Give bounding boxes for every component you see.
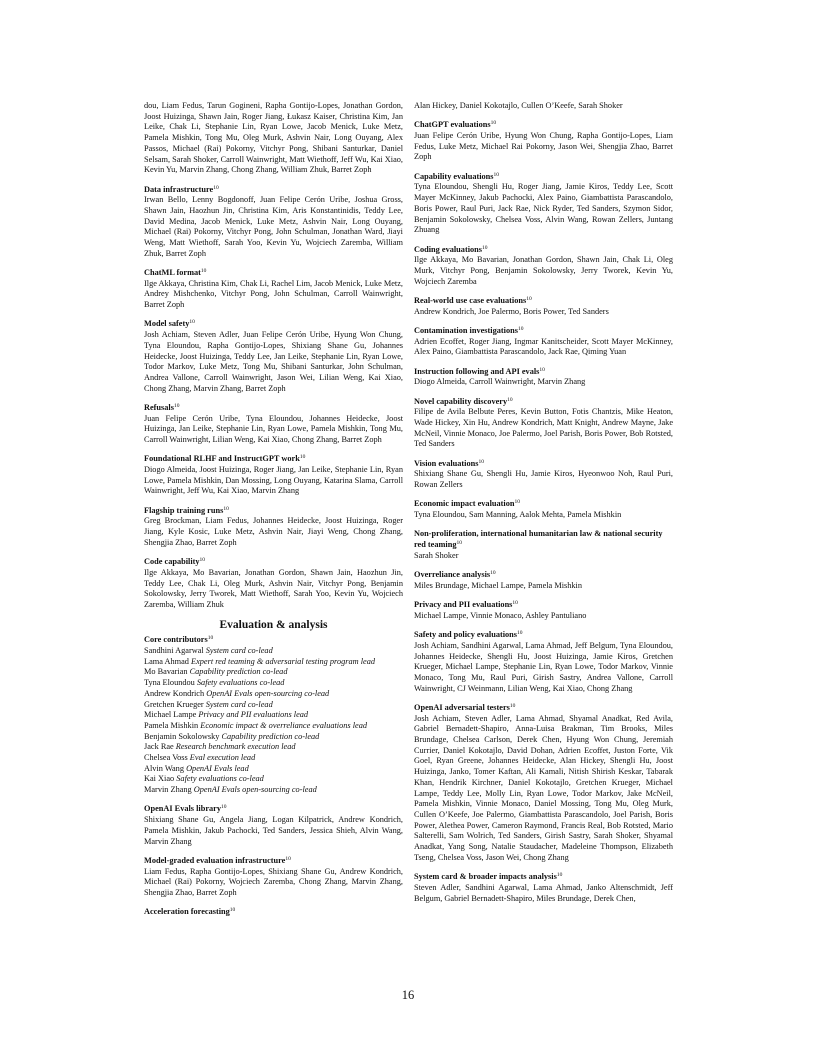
section-title-text: Privacy and PII evaluations xyxy=(414,600,513,610)
section-title xyxy=(414,872,673,883)
footnote-marker: 10 xyxy=(299,454,306,461)
section-title-text: ChatML format xyxy=(144,268,201,278)
section-names: Shixiang Shane Gu, Angela Jiang, Logan Kilpatrick, Andrew Kondrich, Pamela Mishkin, Jakub Pachocki, Ted Sanders, Jessica Shieh, Alvin Wang, Marvin Zhang xyxy=(144,815,403,846)
contributor-row xyxy=(144,657,403,668)
right-column xyxy=(414,101,673,913)
section-title-text: Novel capability discovery xyxy=(414,396,508,406)
section-title xyxy=(144,804,403,815)
section-names: Steven Adler, Sandhini Agarwal, Lama Ahmad, Janko Altenschmidt, Jeff Belgum, Gabriel Bernadett-Shapiro, Miles Brundage, Derek Chen, xyxy=(414,882,673,903)
contribution-section xyxy=(414,600,673,621)
contributor-role: OpenAI Evals open-sourcing co-lead xyxy=(206,688,330,698)
footnote-marker: 10 xyxy=(199,557,206,564)
section-title xyxy=(144,856,403,867)
section-names: Ilge Akkaya, Mo Bavarian, Jonathan Gordon, Shawn Jain, Chak Li, Oleg Murk, Vitchyr Pong, Benjamin Sokolowsky, Jerry Tworek, Kevin Yu, Wojciech Zaremba xyxy=(414,255,673,286)
section-names: Josh Achiam, Steven Adler, Juan Felipe Cerón Uribe, Hyung Won Chung, Tyna Eloundou, Rapha Gontijo-Lopes, Shixiang Shane Gu, Johannes Heidecke, Joost Huizinga, Teddy Lee, Jan Leike, Stephanie Lin, Ryan Lowe, Todor Markov, Luke Metz, Tong Mu, Shibani Santurkar, John Schulman, Andrea Vallone, Carroll Wainwright, Jason Wei, Lilian Weng, Kai Xiao, Chong Zhang, Marvin Zhang, Barret Zoph xyxy=(144,330,403,393)
contributor-row xyxy=(144,753,403,764)
left-sections-top xyxy=(144,185,403,611)
contributor-row xyxy=(144,646,403,657)
footnote-marker: 10 xyxy=(200,268,207,275)
left-sections-bottom xyxy=(144,804,403,918)
contribution-section xyxy=(144,403,403,446)
section-title-text: Acceleration forecasting xyxy=(144,907,230,917)
core-contributors-list xyxy=(144,646,403,796)
section-title-text: Coding evaluations xyxy=(414,244,483,254)
section-title-text: Vision evaluations xyxy=(414,458,479,468)
section-title-text: OpenAI Evals library xyxy=(144,804,221,814)
contributor-name: Kai Xiao xyxy=(144,774,175,784)
section-title xyxy=(144,319,403,330)
section-title-text: OpenAI adversarial testers xyxy=(414,702,510,712)
core-contributors-title-text: Core contributors xyxy=(144,635,208,645)
contributor-row xyxy=(144,700,403,711)
footnote-marker: 10 xyxy=(490,120,497,127)
section-title-text: System card & broader impacts analysis xyxy=(414,872,557,882)
right-sections xyxy=(414,120,673,904)
footnote-marker: 10 xyxy=(189,319,195,326)
section-names: Filipe de Avila Belbute Peres, Kevin Button, Fotis Chantzis, Mike Heaton, Wade Hickey, Xin Hu, Andrew Kondrich, Matt Knight, Andrew Mayne, Jake McNeil, Vinnie Monaco, Joe Palermo, Joel Parish, Boris Power, Bob Rotsted, Ted Sanders xyxy=(414,407,673,449)
footnote-marker: 10 xyxy=(490,570,496,577)
contribution-section xyxy=(414,459,673,491)
contribution-section xyxy=(144,856,403,899)
contributor-name: Tyna Eloundou xyxy=(144,678,195,688)
section-title-text: Safety and policy evaluations xyxy=(414,630,518,640)
evaluation-analysis-heading: Evaluation & analysis xyxy=(219,619,328,632)
continuation-text: dou, Liam Fedus, Tarun Gogineni, Rapha Gontijo-Lopes, Jonathan Gordon, Joost Huizinga, Shawn Jain, Roger Jiang, Łukasz Kaiser, Christina Kim, Jan Leike, Chak Li, Stephanie Lin, Ryan Lowe, Jacob Menick, Luke Metz, Pamela Mishkin, Tong Mu, Oleg Murk, Ashvin Nair, Long Ouyang, Alex Passos, Michael (Rai) Pokorny, Vitchyr Pong, Shibani Santurkar, Daniel Selsam, Sarah Shoker, Carroll Wainwright, Matt Wiethoff, Jeff Wu, Kai Xiao, Kevin Yu, Marvin Zhang, Chong Zhang, William Zhuk, Barret Zoph xyxy=(144,101,403,175)
contribution-section xyxy=(414,872,673,904)
footnote-marker: 10 xyxy=(285,855,291,862)
section-title xyxy=(414,397,673,408)
section-names: Andrew Kondrich, Joe Palermo, Boris Power, Ted Sanders xyxy=(414,306,609,316)
contribution-section xyxy=(414,120,673,163)
contributor-role: Safety evaluations co-lead xyxy=(196,678,285,688)
section-names: Ilge Akkaya, Mo Bavarian, Jonathan Gordon, Shawn Jain, Haozhun Jin, Teddy Lee, Chak Li, Oleg Murk, Ashvin Nair, Vitchyr Pong, Benjamin Sokolowsky, Jerry Tworek, Matt Wiethoff, Sarah Yoo, Kevin Yu, Wojciech Zaremba, William Zhuk xyxy=(144,567,403,609)
section-title xyxy=(414,570,673,581)
contributor-role: Privacy and PII evaluations lead xyxy=(198,710,309,720)
contribution-section xyxy=(414,367,673,388)
contributor-role: Economic impact & overreliance evaluations lead xyxy=(200,720,367,730)
section-title xyxy=(414,600,673,611)
section-names: Tyna Eloundou, Sam Manning, Aalok Mehta, Pamela Mishkin xyxy=(414,510,622,520)
contribution-section xyxy=(144,804,403,847)
contribution-section xyxy=(414,630,673,694)
section-title-text: Model-graded evaluation infrastructure xyxy=(144,855,286,865)
footnote-marker: 10 xyxy=(229,907,236,914)
footnote-marker: 10 xyxy=(526,295,532,302)
contributor-name: Mo Bavarian xyxy=(144,667,188,677)
contributor-row xyxy=(144,678,403,689)
continuation-text: Alan Hickey, Daniel Kokotajlo, Cullen O’Keefe, Sarah Shoker xyxy=(414,101,623,110)
section-names: Michael Lampe, Vinnie Monaco, Ashley Pantuliano xyxy=(414,610,587,620)
footnote-marker: 10 xyxy=(456,540,462,547)
section-title-text: Foundational RLHF and InstructGPT work xyxy=(144,454,300,464)
contributor-name: Marvin Zhang xyxy=(144,785,192,795)
contributor-row xyxy=(144,689,403,700)
section-names: Ilge Akkaya, Christina Kim, Chak Li, Rachel Lim, Jacob Menick, Luke Metz, Andrey Mishchenko, Vitchyr Pong, John Schulman, Carroll Wainwright, Barret Zoph xyxy=(144,278,403,310)
contributor-row xyxy=(144,721,403,732)
section-names: Diogo Almeida, Joost Huizinga, Roger Jiang, Jan Leike, Stephanie Lin, Ryan Lowe, Pamela Mishkin, Dan Mossing, Long Ouyang, Katarina Slama, Carroll Wainwright, Jeff Wu, Kai Xiao, Marvin Zhang xyxy=(144,465,404,496)
contributor-role: Eval execution lead xyxy=(189,753,256,763)
contribution-section xyxy=(414,570,673,591)
contribution-section xyxy=(144,268,403,311)
footnote-marker: 10 xyxy=(207,635,214,642)
section-names: Juan Felipe Cerón Uribe, Tyna Eloundou, Johannes Heidecke, Joost Huizinga, Jan Leike, Stephanie Lin, Ryan Lowe, Pamela Mishkin, Tong Mu, Carroll Wainwright, Lilian Weng, Kai Xiao, Chong Zhang, Barret Zoph xyxy=(144,413,403,445)
section-title-text: Flagship training runs xyxy=(144,505,224,515)
contributor-name: Andrew Kondrich xyxy=(144,688,205,698)
contribution-section xyxy=(414,703,673,864)
section-title xyxy=(144,268,403,279)
footnote-marker: 10 xyxy=(478,458,484,465)
section-title xyxy=(144,907,403,918)
footnote-marker: 10 xyxy=(213,184,219,191)
section-names: Diogo Almeida, Carroll Wainwright, Marvin Zhang xyxy=(414,377,586,387)
section-title xyxy=(414,703,673,714)
footnote-marker: 10 xyxy=(517,325,524,332)
footnote-marker: 10 xyxy=(493,171,500,178)
contribution-section xyxy=(414,172,673,236)
footnote-marker: 10 xyxy=(512,600,518,607)
contributor-row xyxy=(144,742,403,753)
contributor-name: Gretchen Krueger xyxy=(144,699,204,709)
core-contributors-section xyxy=(144,635,403,796)
section-title xyxy=(414,630,673,641)
footnote-marker: 10 xyxy=(539,366,545,373)
contributor-role: Capability prediction co-lead xyxy=(189,667,288,677)
contributor-row xyxy=(144,774,403,785)
footnote-marker: 10 xyxy=(482,244,488,251)
contributor-role: Capability prediction co-lead xyxy=(221,731,320,741)
section-title xyxy=(414,367,673,378)
contributor-name: Michael Lampe xyxy=(144,710,197,720)
contribution-section xyxy=(414,296,673,317)
page-number: 16 xyxy=(401,988,415,1002)
section-title xyxy=(414,326,673,337)
contribution-section xyxy=(414,397,673,451)
section-names: Miles Brundage, Michael Lampe, Pamela Mishkin xyxy=(414,580,582,590)
section-title xyxy=(414,245,673,256)
section-title-text: Non-proliferation, international humanitarian law & national security red teaming xyxy=(414,529,663,550)
section-title xyxy=(144,185,403,196)
contribution-section xyxy=(414,499,673,520)
contributor-role: System card co-lead xyxy=(205,699,273,709)
contribution-section xyxy=(144,185,403,260)
contributor-row xyxy=(144,764,403,775)
core-contributors-title xyxy=(144,635,403,646)
section-names: Tyna Eloundou, Shengli Hu, Roger Jiang, Jamie Kiros, Teddy Lee, Scott Mayer McKinney, Jakub Pachocki, Alex Paino, Giambattista Parascandolo, Boris Power, Raul Puri, Jack Rae, Nick Ryder, Ted Sanders, Szymon Sidor, Benjamin Sokolowsky, Chelsea Voss, Alvin Wang, Rowan Zellers, Juntang Zhuang xyxy=(414,182,673,235)
section-title xyxy=(414,459,673,470)
contributor-name: Sandhini Agarwal xyxy=(144,645,204,655)
left-column xyxy=(144,101,403,927)
right-continuation xyxy=(414,101,673,112)
section-names: Greg Brockman, Liam Fedus, Johannes Heidecke, Joost Huizinga, Roger Jiang, Kyle Kosic, Luke Metz, Ashvin Nair, Jiayi Weng, Chong Zhang, Shengjia Zhao, Barret Zoph xyxy=(144,516,403,547)
section-title-text: Data infrastructure xyxy=(144,184,214,194)
contributor-name: Pamela Mishkin xyxy=(144,720,199,730)
footnote-marker: 10 xyxy=(517,630,523,637)
contributor-role: OpenAI Evals open-sourcing co-lead xyxy=(193,785,317,795)
contributor-name: Chelsea Voss xyxy=(144,753,188,763)
section-title-text: Instruction following and API evals xyxy=(414,366,540,376)
section-title-text: Real-world use case evaluations xyxy=(414,295,527,305)
section-title xyxy=(144,454,403,465)
section-names: Josh Achiam, Sandhini Agarwal, Lama Ahmad, Jeff Belgum, Tyna Eloundou, Johannes Heidecke, Shengli Hu, Joost Huizinga, Jamie Kiros, Gretchen Krueger, Michael Lampe, Stephanie Lin, Ryan Lowe, Todor Markov, Vinnie Monaco, Tong Mu, Raul Puri, Girish Sastry, Andrea Vallone, Carroll Wainwright, CJ Weinmann, Lilian Weng, Kai Xiao, Chong Zhang xyxy=(414,640,673,693)
section-title-text: Refusals xyxy=(144,402,174,412)
section-names: Josh Achiam, Steven Adler, Lama Ahmad, Shyamal Anadkat, Red Avila, Gabriel Bernadett-Shapiro, Anna-Luisa Brakman, Tim Brooks, Miles Brundage, Chelsea Carlson, Derek Chen, Hyung Won Chung, Jeremiah Currier, Daniel Kokotajlo, David Dohan, Adrien Ecoffet, Juston Forte, Vik Goel, Ryan Greene, Johannes Heidecke, Alan Hickey, Shengli Hu, Joost Huizinga, Janko, Tomer Kaftan, Ali Kamali, Nitish Shirish Keskar, Tabarak Khan, Hendrik Kirchner, Daniel Kokotajlo, Gretchen Krueger, Michael Lampe, Teddy Lee, Molly Lin, Ryan Lowe, Todor Markov, Jake McNeil, Pamela Mishkin, Vinnie Monaco, Daniel Mossing, Tong Mu, Oleg Murk, Cullen O’Keefe, Joe Palermo, Giambattista Parascandolo, Joel Parish, Boris Power, Alethea Power, Cameron Raymond, Francis Real, Bob Rotsted, Mario Salterelli, Sam Wolrich, Ted Sanders, Girish Sastry, Sarah Shoker, Shyamal Anadkat, Yang Song, Natalie Staudacher, Madeleine Thompson, Elizabeth Tseng, Chelsea Voss, Jason Wei, Chong Zhang xyxy=(414,713,673,862)
contributor-role: OpenAI Evals lead xyxy=(186,763,249,773)
footnote-marker: 10 xyxy=(509,702,516,709)
contributor-role: Expert red teaming & adversarial testing program lead xyxy=(191,656,375,666)
footnote-marker: 10 xyxy=(556,872,563,879)
section-title xyxy=(414,172,673,183)
contributor-row xyxy=(144,785,403,796)
section-title-text: Overreliance analysis xyxy=(414,570,491,580)
section-title-text: Contamination investigations xyxy=(414,325,518,335)
contributor-row xyxy=(144,667,403,678)
left-continuation xyxy=(144,101,403,176)
section-names: Shixiang Shane Gu, Shengli Hu, Jamie Kiros, Hyeonwoo Noh, Raul Puri, Rowan Zellers xyxy=(414,469,673,490)
footnote-marker: 10 xyxy=(223,505,229,512)
contributor-name: Alvin Wang xyxy=(144,763,184,773)
contributor-name: Benjamin Sokolowsky xyxy=(144,731,220,741)
section-names: Irwan Bello, Lenny Bogdonoff, Juan Felipe Cerón Uribe, Joshua Gross, Shawn Jain, Haozhun Jin, Christina Kim, Aris Konstantinidis, Teddy Lee, David Medina, Jacob Menick, Luke Metz, Ashvin Nair, Long Ouyang, Michael (Rai) Pokorny, Vitchyr Pong, John Schulman, Jonathan Ward, Jiayi Weng, Matt Wiethoff, Sarah Yoo, Kevin Yu, Wojciech Zaremba, William Zhuk, Barret Zoph xyxy=(144,195,403,258)
footnote-marker: 10 xyxy=(221,804,227,811)
section-title xyxy=(144,403,403,414)
section-names: Juan Felipe Cerón Uribe, Hyung Won Chung, Rapha Gontijo-Lopes, Liam Fedus, Luke Metz, Michael Rai Pokorny, Jason Wei, Shengjia Zhao, Barret Zoph xyxy=(414,131,673,162)
section-title xyxy=(414,296,673,307)
section-names: Adrien Ecoffet, Roger Jiang, Ingmar Kanitscheider, Scott Mayer McKinney, Alex Paino, Giambattista Parascandolo, Jack Rae, Qiming Yuan xyxy=(414,336,673,357)
contribution-section xyxy=(414,245,673,288)
contribution-section xyxy=(144,506,403,549)
contribution-section xyxy=(144,907,403,918)
contributor-row xyxy=(144,710,403,721)
section-title-text: Code capability xyxy=(144,557,200,567)
contribution-section xyxy=(144,454,403,497)
section-title xyxy=(144,557,403,568)
section-title-text: Economic impact evaluation xyxy=(414,499,515,509)
section-title xyxy=(414,120,673,131)
section-title xyxy=(414,499,673,510)
section-names: Liam Fedus, Rapha Gontijo-Lopes, Shixiang Shane Gu, Andrew Kondrich, Michael (Rai) Pokorny, Wojciech Zaremba, Chong Zhang, Marvin Zhang, Shengjia Zhao, Barret Zoph xyxy=(144,866,403,897)
contributor-role: Safety evaluations co-lead xyxy=(176,774,264,784)
contribution-section xyxy=(414,326,673,358)
footnote-marker: 10 xyxy=(507,396,513,403)
contributor-role: System card co-lead xyxy=(205,645,273,655)
contributor-name: Lama Ahmad xyxy=(144,656,189,666)
contributor-role: Research benchmark execution lead xyxy=(175,742,296,752)
contributor-row xyxy=(144,732,403,743)
footnote-marker: 10 xyxy=(173,402,180,409)
footnote-marker: 10 xyxy=(514,499,520,506)
section-names: Sarah Shoker xyxy=(414,550,459,560)
contribution-section xyxy=(144,557,403,611)
section-title-text: Model safety xyxy=(144,319,190,329)
section-title-text: Capability evaluations xyxy=(414,171,494,181)
section-title xyxy=(414,529,673,550)
section-title xyxy=(144,506,403,517)
contribution-section xyxy=(414,529,673,561)
contribution-section xyxy=(144,319,403,394)
contributor-name: Jack Rae xyxy=(144,742,174,752)
section-title-text: ChatGPT evaluations xyxy=(414,120,491,130)
